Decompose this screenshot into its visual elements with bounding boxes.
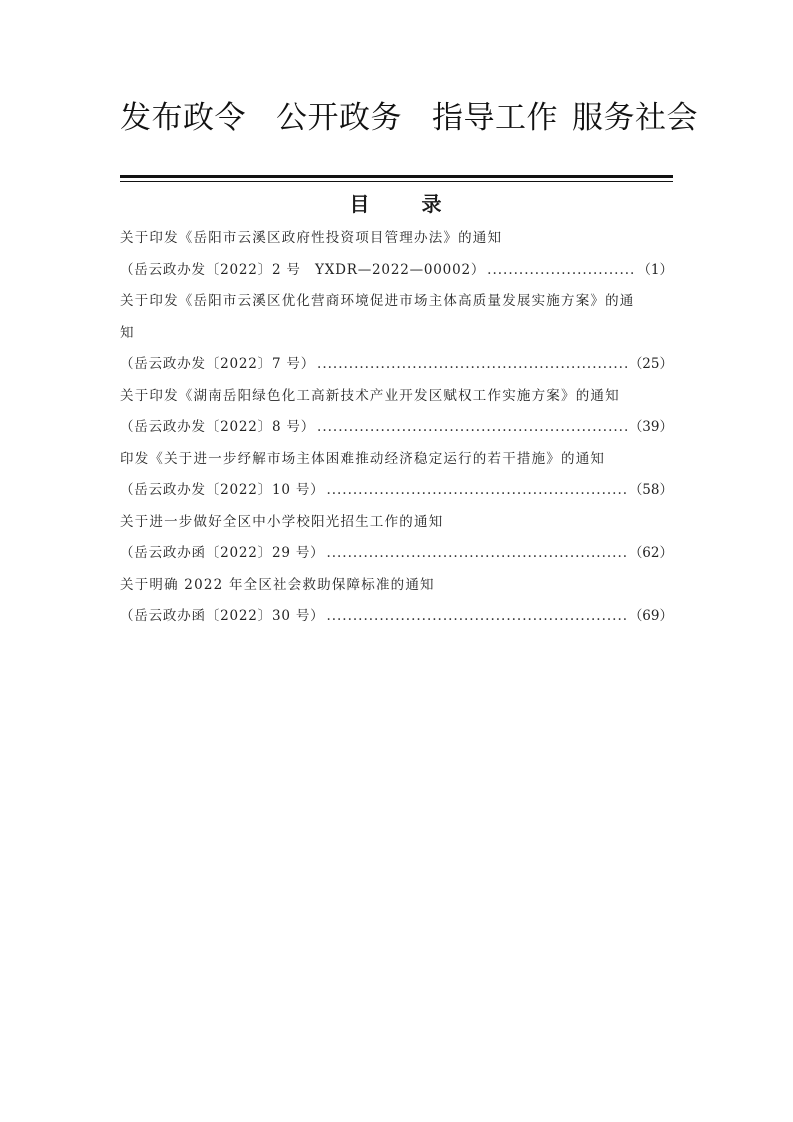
toc-dot-leader: [317, 352, 627, 376]
motto-phrase-2: 公开政务: [276, 100, 402, 136]
toc-entry[interactable]: [120, 510, 673, 573]
toc-entry-ref-line: [120, 478, 673, 510]
toc-entry-title: 印发《关于进一步纾解市场主体困难推动经济稳定运行的若干措施》的通知: [120, 450, 606, 467]
toc-entry-title-continued: 知: [120, 324, 135, 341]
toc-entry-ref-line: [120, 415, 673, 447]
toc-entry-document-number: （岳云政办发〔2022〕8 号）: [120, 419, 316, 435]
motto-phrase-3: 指导工作: [432, 100, 558, 136]
toc-entry-ref-line: [120, 541, 673, 573]
toc-dot-leader: [326, 541, 626, 565]
toc-entry-ref-line: [120, 352, 673, 384]
motto-phrase-1: 发布政令: [120, 100, 246, 136]
toc-entry-document-number: （岳云政办发〔2022〕10 号）: [120, 482, 325, 498]
toc-entry-page: （1）: [637, 261, 673, 278]
toc-entry-ref-line: [120, 604, 673, 636]
toc-entry-title: 关于印发《岳阳市云溪区政府性投资项目管理办法》的通知: [120, 230, 503, 246]
toc-heading-char-1: 目: [349, 192, 372, 216]
toc-entry-title: 关于进一步做好全区中小学校阳光招生工作的通知: [120, 513, 444, 530]
toc-entry-document-number: （岳云政办函〔2022〕30 号）: [120, 608, 325, 624]
toc-entry-page: （39）: [628, 419, 673, 435]
toc-dot-leader: [487, 258, 635, 282]
toc-dot-leader: [317, 415, 627, 439]
toc-entry-page: （58）: [628, 482, 673, 498]
toc-entry-page: （25）: [628, 356, 673, 372]
toc-heading: [120, 188, 673, 217]
table-of-contents: [120, 226, 673, 636]
toc-heading-char-2: 录: [421, 192, 444, 216]
toc-entry-title: 关于印发《湖南岳阳绿色化工高新技术产业开发区赋权工作实施方案》的通知: [120, 387, 620, 404]
toc-entry-title: 关于印发《岳阳市云溪区优化营商环境促进市场主体高质量发展实施方案》的通: [120, 293, 635, 309]
toc-entry-ref-line: [120, 258, 673, 290]
toc-entry-title: 关于明确 2022 年全区社会救助保障标准的通知: [120, 576, 435, 593]
header-divider-thin: [120, 181, 673, 182]
toc-entry[interactable]: [120, 573, 673, 636]
toc-entry[interactable]: [120, 447, 673, 510]
toc-entry-page: （69）: [628, 608, 673, 624]
toc-entry-document-number: （岳云政办函〔2022〕29 号）: [120, 545, 325, 561]
toc-entry[interactable]: [120, 226, 673, 289]
toc-entry[interactable]: [120, 384, 673, 447]
toc-entry-page: （62）: [628, 545, 673, 561]
header-divider-thick: [120, 175, 673, 178]
toc-dot-leader: [326, 604, 626, 628]
toc-entry[interactable]: [120, 289, 673, 384]
toc-dot-leader: [326, 478, 626, 502]
toc-entry-document-number: （岳云政办发〔2022〕7 号）: [120, 356, 316, 372]
motto-phrase-4: 服务社会: [572, 100, 698, 136]
toc-entry-document-number: （岳云政办发〔2022〕2 号 YXDR—2022—00002）: [120, 261, 486, 278]
header-motto: [120, 92, 698, 137]
